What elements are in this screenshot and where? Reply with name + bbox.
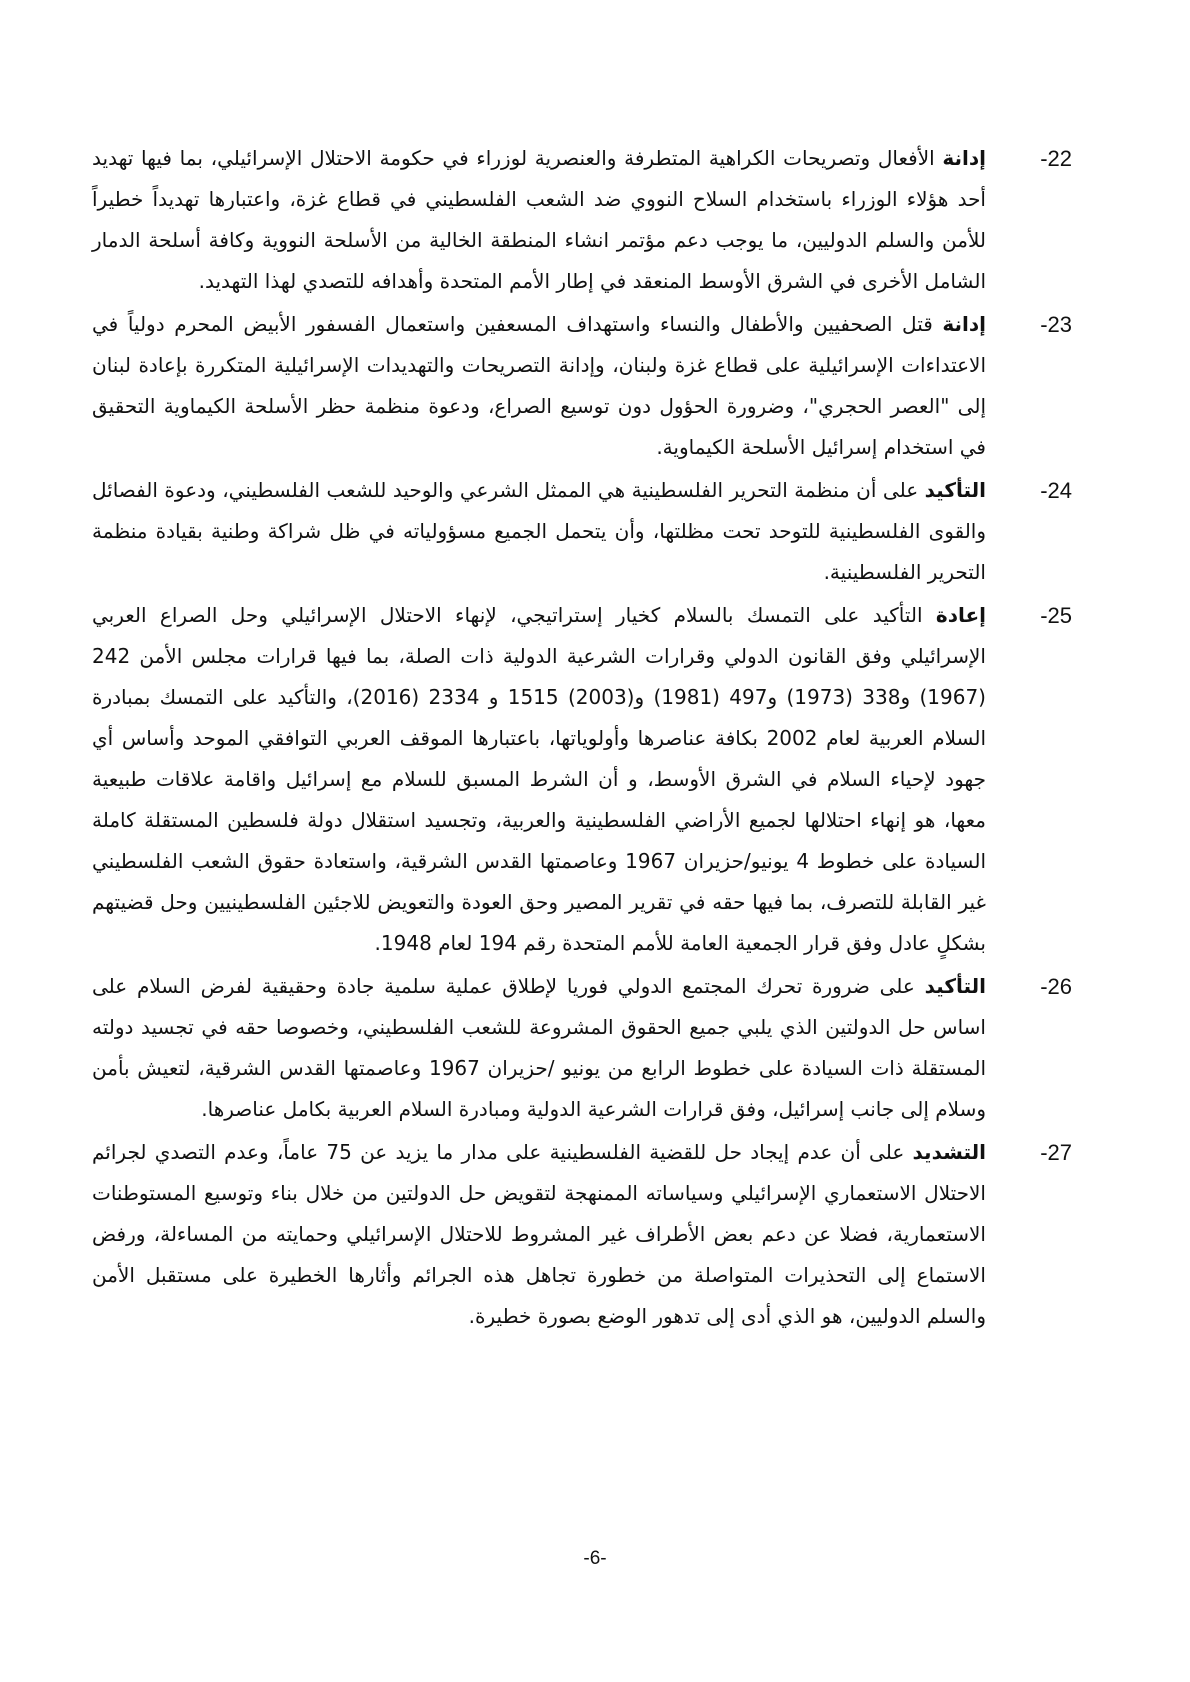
paragraph-25 <box>92 595 1072 964</box>
paragraph-text: على أن منظمة التحرير الفلسطينية هي الممثل الشرعي والوحيد للشعب الفلسطيني، ودعوة الفصائل والقوى الفلسطينية للتوحد تحت مظلتها، وأن يتحمل الجميع مسؤولياته في ظل شراكة وطنية بقيادة منظمة التحرير الفلسطينية. <box>92 478 986 584</box>
paragraph-lead-word: التشديد <box>912 1140 986 1164</box>
page-number: -6- <box>583 1548 607 1569</box>
paragraph-body <box>92 304 986 468</box>
paragraph-23 <box>92 304 1072 468</box>
resolution-list <box>92 138 1072 1339</box>
paragraph-number: -22 <box>1040 146 1072 171</box>
paragraph-27 <box>92 1132 1072 1337</box>
paragraph-26 <box>92 966 1072 1130</box>
paragraph-body <box>92 966 986 1130</box>
paragraph-number: -26 <box>1040 974 1072 999</box>
paragraph-number: -23 <box>1040 312 1072 337</box>
paragraph-text: قتل الصحفيين والأطفال والنساء واستهداف المسعفين واستعمال الفسفور الأبيض المحرم دولياً في الاعتداءات الإسرائيلية على قطاع غزة ولبنان، وإدانة التصريحات والتهديدات الإسرائيلية المتكررة بإعادة لبنان إلى "العصر الحجري"، وضرورة الحؤول دون توسيع الصراع، ودعوة منظمة حظر الأسلحة الكيماوية التحقيق في استخدام إسرائيل الأسلحة الكيماوية. <box>92 312 986 459</box>
paragraph-text: على أن عدم إيجاد حل للقضية الفلسطينية على مدار ما يزيد عن 75 عاماً، وعدم التصدي لجرائم الاحتلال الاستعماري الإسرائيلي وسياساته الممنهجة لتقويض حل الدولتين من خلال بناء وتوسيع المستوطنات الاستعمارية، فضلا عن دعم بعض الأطراف غير المشروط للاحتلال الإسرائيلي وحمايته من المساءلة، ورفض الاستماع إلى التحذيرات المتواصلة من خطورة تجاهل هذه الجرائم وأثارها الخطيرة على مستقبل الأمن والسلم الدوليين، هو الذي أدى إلى تدهور الوضع بصورة خطيرة. <box>92 1140 986 1328</box>
paragraph-body <box>92 595 986 964</box>
paragraph-24 <box>92 470 1072 593</box>
paragraph-text: الأفعال وتصريحات الكراهية المتطرفة والعنصرية لوزراء في حكومة الاحتلال الإسرائيلي، بما فيها تهديد أحد هؤلاء الوزراء باستخدام السلاح النووي ضد الشعب الفلسطيني في قطاع غزة، واعتبارها تهديداً خطيراً للأمن والسلم الدوليين، ما يوجب دعم مؤتمر انشاء المنطقة الخالية من الأسلحة النووية وكافة أسلحة الدمار الشامل الأخرى في الشرق الأوسط المنعقد في إطار الأمم المتحدة وأهدافه للتصدي لهذا التهديد. <box>92 146 986 293</box>
paragraph-number: -27 <box>1040 1140 1072 1165</box>
paragraph-number: -24 <box>1040 478 1072 503</box>
paragraph-22 <box>92 138 1072 302</box>
paragraph-text: التأكيد على التمسك بالسلام كخيار إستراتيجي، لإنهاء الاحتلال الإسرائيلي وحل الصراع العربي الإسرائيلي وفق القانون الدولي وقرارات الشرعية الدولية ذات الصلة، بما فيها قرارات مجلس الأمن 242 (1967) و338 (1973) و497 (1981) و(2003) 1515 و 2334 (2016)، والتأكيد على التمسك بمبادرة السلام العربية لعام 2002 بكافة عناصرها وأولوياتها، باعتبارها الموقف العربي التوافقي الموحد وأساس أي جهود لإحياء السلام في الشرق الأوسط، و أن الشرط المسبق للسلام مع إسرائيل واقامة علاقات طبيعية معها، هو إنهاء احتلالها لجميع الأراضي الفلسطينية والعربية، وتجسيد استقلال دولة فلسطين المستقلة كاملة السيادة على خطوط 4 يونيو/حزيران 1967 وعاصمتها القدس الشرقية، واستعادة حقوق الشعب الفلسطيني غير القابلة للتصرف، بما فيها حقه في تقرير المصير وحق العودة والتعويض للاجئين الفلسطينيين وحل قضيتهم بشكلٍ عادل وفق قرار الجمعية العامة للأمم المتحدة رقم 194 لعام 1948. <box>92 603 987 955</box>
paragraph-body <box>92 1132 986 1337</box>
paragraph-lead-word: إدانة <box>942 146 986 170</box>
paragraph-number: -25 <box>1040 603 1072 628</box>
paragraph-lead-word: التأكيد <box>924 478 986 502</box>
paragraph-body <box>92 138 986 302</box>
paragraph-lead-word: إعادة <box>935 603 986 627</box>
paragraph-lead-word: التأكيد <box>924 974 986 998</box>
paragraph-text: على ضرورة تحرك المجتمع الدولي فوريا لإطلاق عملية سلمية جادة وحقيقية لفرض السلام على اساس حل الدولتين الذي يلبي جميع الحقوق المشروعة للشعب الفلسطيني، وخصوصا حقه في تجسيد دولته المستقلة ذات السيادة على خطوط الرابع من يونيو /حزيران 1967 وعاصمتها القدس الشرقية، لتعيش بأمن وسلام إلى جانب إسرائيل، وفق قرارات الشرعية الدولية ومبادرة السلام العربية بكامل عناصرها. <box>92 974 986 1121</box>
paragraph-body <box>92 470 986 593</box>
paragraph-lead-word: إدانة <box>942 312 986 336</box>
